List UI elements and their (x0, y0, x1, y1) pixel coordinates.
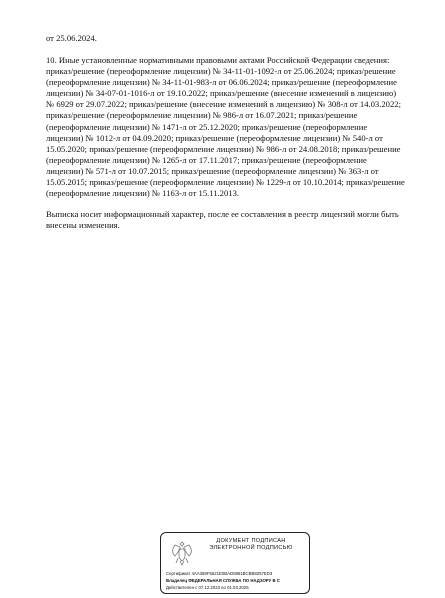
stamp-validity: Действителен с 07.12.2023 по 01.03.2025 (166, 585, 249, 590)
top-line: от 25.06.2024. (46, 33, 97, 43)
stamp-owner: Владелец ФЕДЕРАЛЬНАЯ СЛУЖБА ПО НАДЗОРУ В С (166, 578, 280, 583)
stamp-title-line1: ДОКУМЕНТ ПОДПИСАН (216, 538, 286, 544)
disclaimer-paragraph: Выписка носит информационный характер, после ее составления в реестр лицензий могли быть внесены изменения. (46, 209, 399, 231)
stamp-title-line2: ЭЛЕКТРОННОЙ ПОДПИСЬЮ (209, 545, 293, 551)
paragraph-10: 10. Иные установленные нормативными правовыми актами Российской Федерации сведения: приказ/решение (переоформление лицензии) № 34-11-01-1092-л от 25.06.2024; приказ/решение (переоформление лицензии) № 34-11-01-983-л от 06.06.2024; приказ/решение (переоформление лицензии) № 34-07-01-1016-л от 19.10.2022; приказ/решение (внесение изменений в лицензию) № 6929 от 29.07.2022; приказ/решение (внесение изменений в лицензию) № 308-л от 14.03.2022; приказ/решение (переоформление лицензии) № 986-л от 16.07.2021; приказ/решение (переоформление лицензии) № 1471-л от 25.12.2020; приказ/решение (переоформление лицензии) № 1012-л от 04.09.2020; приказ/решение (переоформление лицензии) № 540-л от 15.05.2020; приказ/решение (переоформление лицензии) № 986-л от 24.08.2018; приказ/решение (переоформление лицензии) № 1265-л от 17.11.2017; приказ/решение (переоформление лицензии) № 571-л от 10.07.2015; приказ/решение (переоформление лицензии) № 363-л от 15.05.2015; приказ/решение (переоформление лицензии) № 1229-л от 10.10.2014; приказ/решение (переоформление лицензии) № 1163-л от 15.11.2013. (46, 55, 405, 199)
electronic-signature-stamp (160, 532, 310, 594)
stamp-certificate: Сертификат 4AA369F5521E0BAD0861BCBB8257ED3 (166, 571, 273, 576)
stamp-title (197, 538, 305, 552)
coat-of-arms-icon (169, 539, 195, 567)
